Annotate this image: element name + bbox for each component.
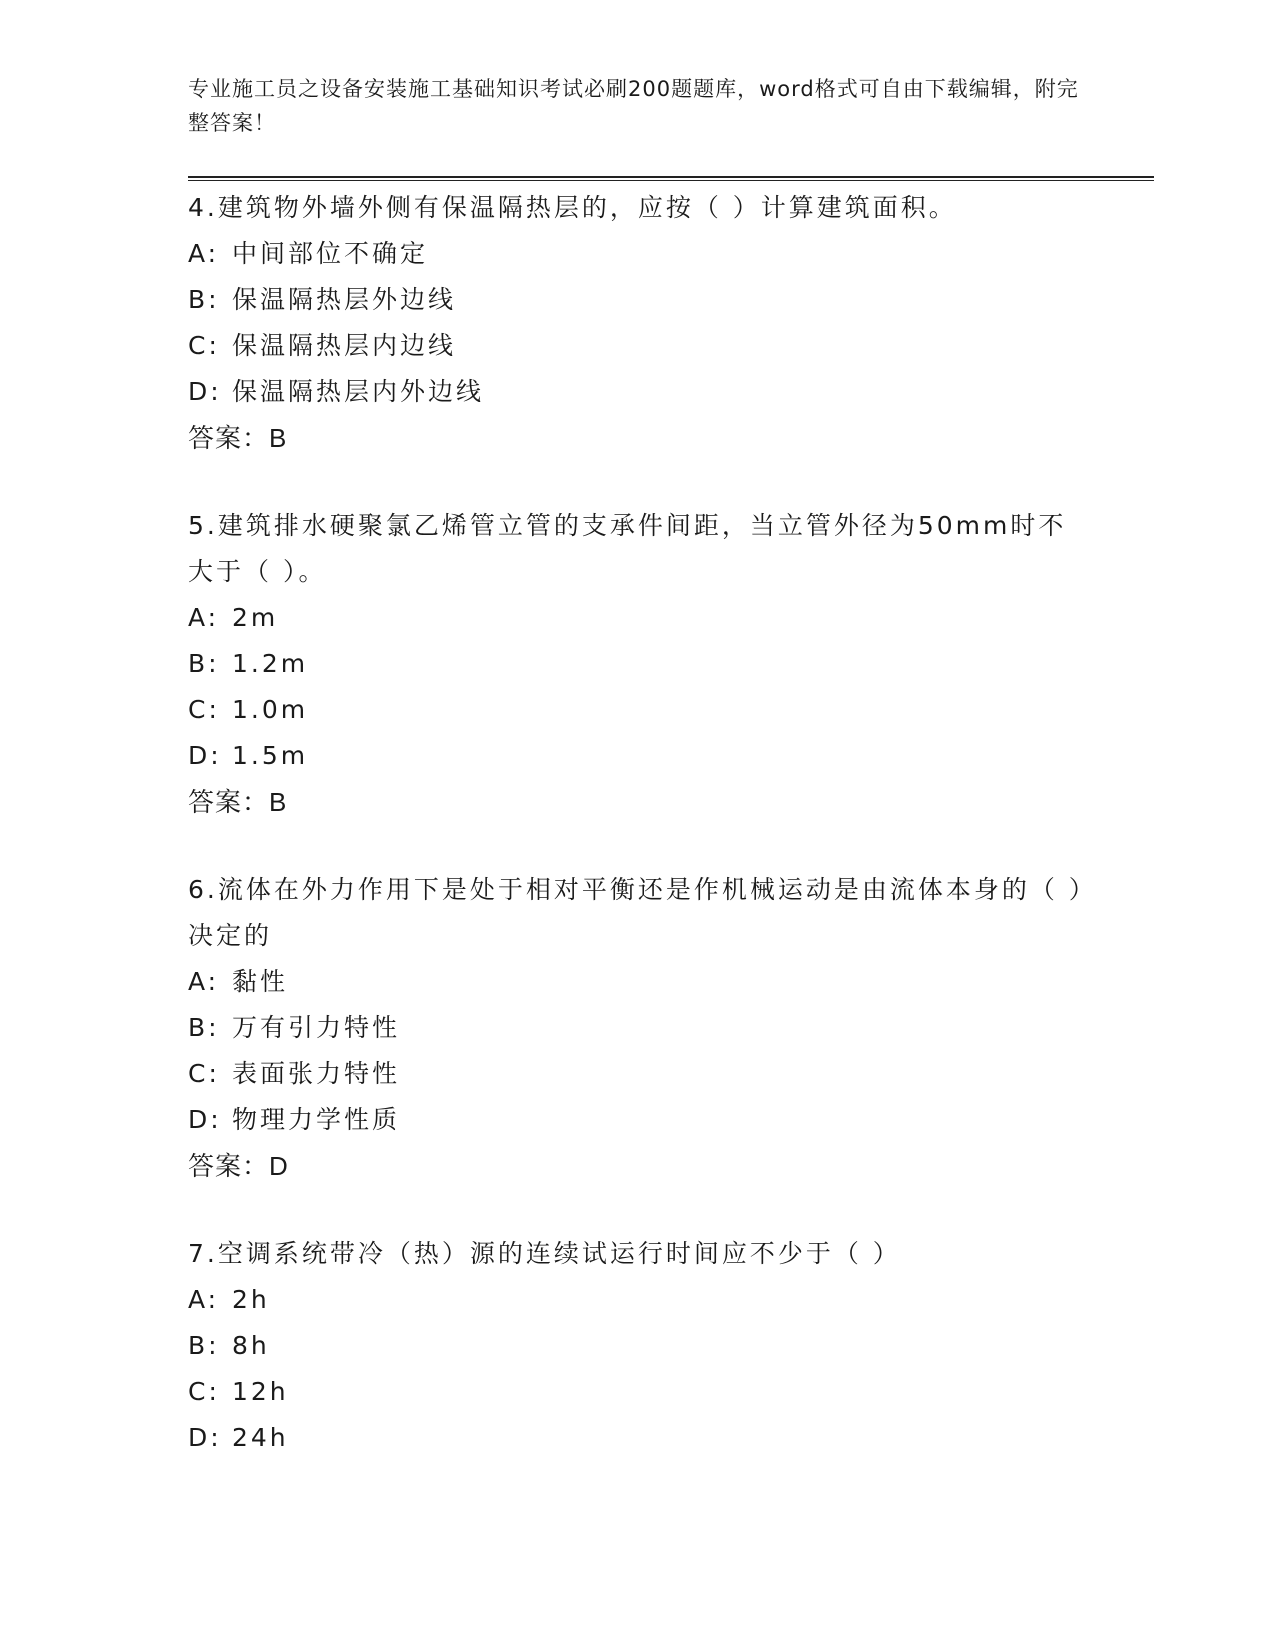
option-text: 保温隔热层内边线 [232, 331, 457, 360]
question-list [188, 185, 1088, 1503]
option-text: 2m [232, 603, 279, 632]
option-text: 表面张力特性 [232, 1059, 401, 1088]
question-text: 7.空调系统带冷（热）源的连续试运行时间应不少于（ ） [188, 1239, 901, 1268]
option-d [188, 369, 1088, 415]
option-text: 12h [232, 1377, 289, 1406]
option-text: 保温隔热层外边线 [232, 285, 457, 314]
option-b [188, 277, 1088, 323]
option-key: B: [188, 1331, 220, 1360]
option-key: A: [188, 239, 220, 268]
option-a [188, 595, 1088, 641]
question-block [188, 1231, 1088, 1461]
question-block [188, 185, 1088, 461]
option-c [188, 1369, 1088, 1415]
option-text: 保温隔热层内外边线 [232, 377, 485, 406]
answer-text: 答案：B [188, 787, 288, 817]
option-text: 中间部位不确定 [232, 239, 429, 268]
option-b [188, 641, 1088, 687]
option-key: A: [188, 1285, 220, 1314]
option-c [188, 323, 1088, 369]
option-key: C: [188, 331, 220, 360]
option-text: 1.0m [232, 695, 309, 724]
answer-text: 答案：B [188, 423, 288, 453]
option-key: D: [188, 377, 222, 406]
answer-text: 答案：D [188, 1151, 289, 1181]
option-b [188, 1323, 1088, 1369]
question-text: 5.建筑排水硬聚氯乙烯管立管的支承件间距，当立管外径为50mm时不大于（ ）。 [188, 511, 1067, 586]
option-text: 2h [232, 1285, 270, 1314]
option-text: 24h [232, 1423, 289, 1452]
option-text: 1.2m [232, 649, 309, 678]
option-key: C: [188, 695, 220, 724]
option-a [188, 1277, 1088, 1323]
option-text: 黏性 [232, 967, 289, 996]
option-d [188, 1097, 1088, 1143]
option-key: D: [188, 1105, 222, 1134]
option-key: B: [188, 285, 220, 314]
question-text: 6.流体在外力作用下是处于相对平衡还是作机械运动是由流体本身的（ ）决定的 [188, 875, 1085, 950]
option-key: A: [188, 967, 220, 996]
option-d [188, 1415, 1088, 1461]
option-text: 1.5m [232, 741, 309, 770]
option-a [188, 231, 1088, 277]
question-block [188, 867, 1088, 1189]
option-key: C: [188, 1377, 220, 1406]
option-key: B: [188, 1013, 220, 1042]
header-divider [188, 176, 1154, 181]
option-key: D: [188, 741, 222, 770]
option-b [188, 1005, 1088, 1051]
option-d [188, 733, 1088, 779]
option-c [188, 687, 1088, 733]
option-key: B: [188, 649, 220, 678]
option-key: A: [188, 603, 220, 632]
question-block [188, 503, 1088, 825]
option-key: C: [188, 1059, 220, 1088]
option-a [188, 959, 1088, 1005]
option-text: 8h [232, 1331, 270, 1360]
option-c [188, 1051, 1088, 1097]
option-key: D: [188, 1423, 222, 1452]
option-text: 万有引力特性 [232, 1013, 401, 1042]
document-header-title: 专业施工员之设备安装施工基础知识考试必刷200题题库，word格式可自由下载编辑，附完整答案！ [188, 77, 1079, 135]
option-text: 物理力学性质 [232, 1105, 401, 1134]
question-text: 4.建筑物外墙外侧有保温隔热层的，应按（ ）计算建筑面积。 [188, 193, 957, 222]
